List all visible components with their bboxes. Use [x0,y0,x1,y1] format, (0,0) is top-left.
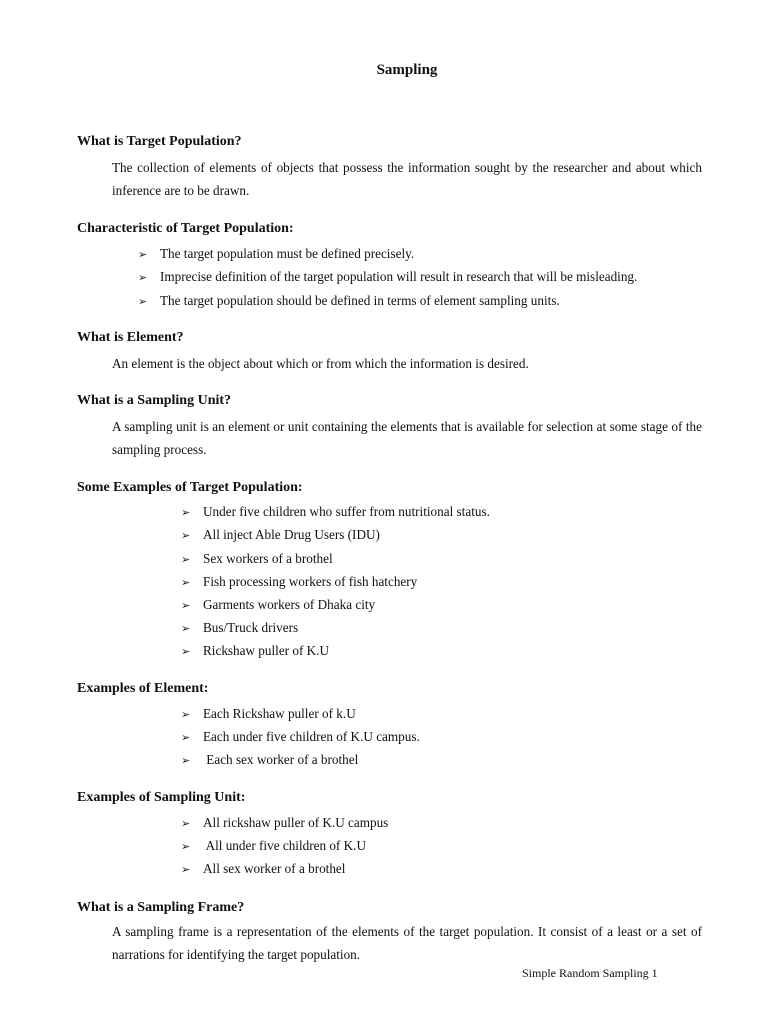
arrow-bullet-icon: ➢ [181,529,191,542]
arrow-bullet-icon: ➢ [181,840,191,853]
page-title: Sampling [376,62,438,78]
paragraph-sampling-unit: A sampling unit is an element or unit containing the elements that is available for selection at some stage of the sampling process. [112,419,702,457]
arrow-bullet-icon: ➢ [181,863,191,876]
heading-examples-unit: Examples of Sampling Unit: [77,790,246,805]
arrow-bullet-icon: ➢ [181,506,191,519]
arrow-bullet-icon: ➢ [181,708,191,721]
list-item: ➢ Rickshaw puller of K.U [181,643,329,658]
arrow-bullet-icon: ➢ [181,645,191,658]
arrow-bullet-icon: ➢ [138,295,148,308]
list-item: ➢ Imprecise definition of the target population will result in research that will be misleading. [138,269,638,284]
list-item: ➢ Each sex worker of a brothel [181,752,359,767]
arrow-bullet-icon: ➢ [138,271,148,284]
list-item: ➢ Each Rickshaw puller of k.U [181,706,356,721]
list-item: ➢ Fish processing workers of fish hatchery [181,574,418,589]
heading-target-population: What is Target Population? [77,134,242,149]
list-item: ➢ All rickshaw puller of K.U campus [181,815,389,830]
list-item: ➢ All sex worker of a brothel [181,861,346,876]
page-footer: Simple Random Sampling 1 [522,966,658,980]
paragraph-element: An element is the object about which or from which the information is desired. [112,356,529,371]
list-item: ➢ The target population must be defined precisely. [138,246,415,261]
arrow-bullet-icon: ➢ [181,599,191,612]
list-item: ➢ Sex workers of a brothel [181,551,333,566]
arrow-bullet-icon: ➢ [181,576,191,589]
list-item: ➢ Each under five children of K.U campus. [181,729,420,744]
heading-examples-target: Some Examples of Target Population: [77,480,303,495]
arrow-bullet-icon: ➢ [181,817,191,830]
heading-characteristic: Characteristic of Target Population: [77,221,294,236]
list-item: ➢ All under five children of K.U [181,838,366,853]
arrow-bullet-icon: ➢ [181,754,191,767]
heading-examples-element: Examples of Element: [77,681,209,696]
list-item: ➢ All inject Able Drug Users (IDU) [181,527,380,542]
heading-sampling-frame: What is a Sampling Frame? [77,900,245,915]
list-item: ➢ The target population should be defined in terms of element sampling units. [138,293,560,308]
paragraph-target-population: The collection of elements of objects that possess the information sought by the researcher and about which inference are to be drawn. [112,160,702,198]
list-item: ➢ Garments workers of Dhaka city [181,597,376,612]
heading-element: What is Element? [77,330,184,345]
heading-sampling-unit: What is a Sampling Unit? [77,393,232,408]
arrow-bullet-icon: ➢ [181,731,191,744]
arrow-bullet-icon: ➢ [138,248,148,261]
paragraph-sampling-frame: A sampling frame is a representation of the elements of the target population. It consist of a least or a set of narrations for identifying the target population. [112,924,702,962]
arrow-bullet-icon: ➢ [181,553,191,566]
list-item: ➢ Bus/Truck drivers [181,620,299,635]
arrow-bullet-icon: ➢ [181,622,191,635]
list-item: ➢ Under five children who suffer from nutritional status. [181,504,490,519]
